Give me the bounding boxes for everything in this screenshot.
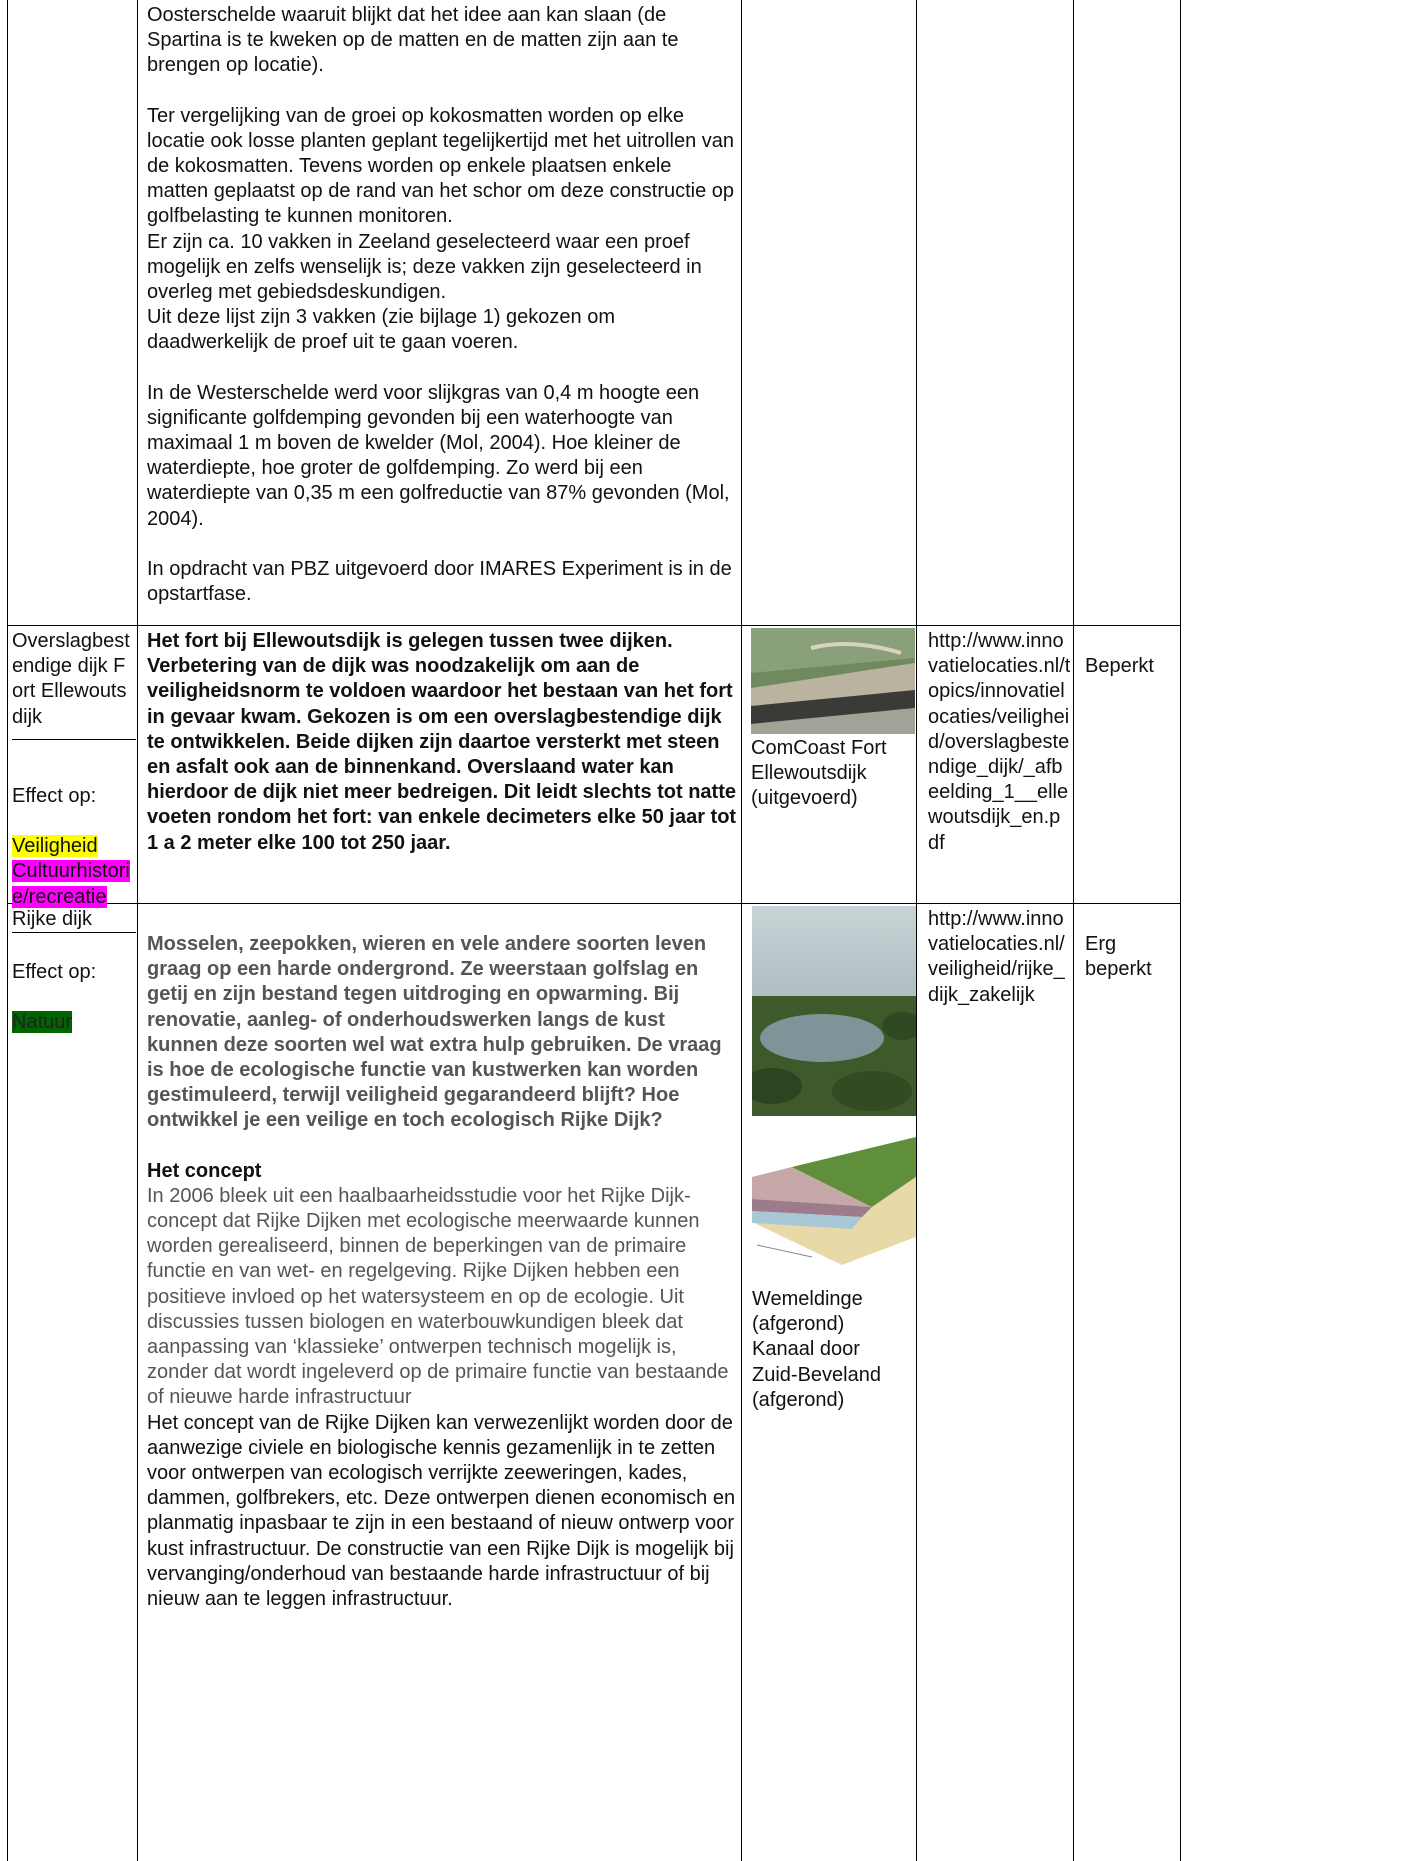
row3-reference-url[interactable]: http://www.innovatielocaties.nl/veiligheid/rijke_dijk_zakelijk (928, 908, 1065, 1006)
row1-paragraph: In de Westerschelde werd voor slijkgras van 0,4 m hoogte een significante golfdemping gevonden bij een waterhoogte van maximaal 1 m boven de kwelder (Mol, 2004). Hoe kleiner de waterdiepte, hoe groter de golfdemping. Zo werd bij een waterdiepte van 0,35 m een golfreductie van 87% gevonden (Mol, 2004). (147, 381, 730, 530)
effect-tag-cultuurhistorie: Cultuurhistorie/recreatie (12, 860, 130, 908)
effect-label: Effect op: (12, 785, 97, 807)
row2-reference-url[interactable]: http://www.innovatielocaties.nl/topics/innovatielocaties/veiligheid/overslagbestendige_dijk/_afbeelding_1__ellewoutsdijk_en.pdf (928, 630, 1071, 854)
rijke-dijk-mussel-photo (752, 906, 916, 1116)
row3-effects-cell (12, 960, 135, 1035)
row2-description: Het fort bij Ellewoutsdijk is gelegen tussen twee dijken. Verbetering van de dijk was noodzakelijk om aan de veiligheidsnorm te voldoen waardoor het bestaan van het fort in gevaar kwam. Gekozen is om een overslagbestendige dijk te ontwikkelen. Beide dijken zijn daartoe versterkt met steen en asfalt ook aan de binnenkand. Overslaand water kan hierdoor de dijk niet meer bedreigen. Dit leidt slechts tot natte voeten rondom het fort: van enkele decimeters elke 50 jaar tot 1 a 2 meter elke 100 tot 250 jaar. (147, 630, 737, 854)
row1-description (147, 3, 737, 632)
name-underline-row2 (12, 739, 136, 740)
row1-paragraph: Oosterschelde waaruit blijkt dat het idee aan kan slaan (de Spartina is te kweken op de matten en de matten zijn aan te brengen op locatie). (147, 4, 679, 77)
row2-name-cell (12, 629, 135, 730)
row3-name: Rijke dijk (12, 908, 93, 930)
table-divider-4 (1073, 0, 1074, 1861)
concept-paragraph: Het concept van de Rijke Dijken kan verwezenlijkt worden door de aanwezige civiele en biologische kennis gezamenlijk in te zetten voor ontwerpen van ecologisch verrijkte zeeweringen, kades, dammen, golfbrekers, etc. Deze ontwerpen dienen economisch en planmatig inpasbaar te zijn in een bestaand of nieuw ontwerp voor kust infrastructuur. De constructie van een Rijke Dijk is mogelijk bij vervanging/onderhoud van bestaande harde infrastructuur of bij nieuw aan te leggen infrastructuur. (147, 1411, 736, 1611)
project-name: Overslagbestendige dijk Fort Ellewoutsdijk (12, 630, 130, 728)
row1-paragraph: In opdracht van PBZ uitgevoerd door IMARES Experiment is in de opstartfase. (147, 557, 732, 606)
row-divider-2 (7, 903, 1181, 904)
concept-heading: Het concept (147, 1159, 262, 1182)
row1-paragraph: Er zijn ca. 10 vakken in Zeeland geselecteerd waar een proef mogelijk en zelfs wenselijk is; deze vakken zijn geselecteerd in overleg met gebiedsdeskundigen. (147, 230, 702, 304)
row2-status: Beperkt (1085, 655, 1154, 677)
rijke-dijk-cross-section-diagram (752, 1137, 916, 1265)
row1-paragraph: Uit deze lijst zijn 3 vakken (zie bijlage 1) gekozen om daadwerkelijk de proef uit te gaan voeren. (147, 306, 615, 354)
row1-paragraph: Ter vergelijking van de groei op kokosmatten worden op elke locatie ook losse planten geplant tegelijkertijd met het uitrollen van de kokosmatten. Tevens worden op enkele plaatsen enkele matten geplaatst op de rand van het schor om deze constructie op golfbelasting te kunnen monitoren. (147, 104, 735, 228)
effect-tag-veiligheid: Veiligheid (12, 835, 98, 858)
concept-paragraph: In 2006 bleek uit een haalbaarheidsstudie voor het Rijke Dijk-concept dat Rijke Dijken met ecologische meerwaarde kunnen worden gerealiseerd, binnen de beperkingen van de primaire functie en van wet- en regelgeving. Rijke Dijken hebben een positieve invloed op het watersysteem en op de ecologie. Uit discussies tussen biologen en waterbouwkundigen bleek dat aanpassing van ‘klassieke’ ontwerpen technisch mogelijk is, zonder dat wordt ingeleverd op de primaire functie van bestaande of nieuwe harde infrastructuur (147, 1184, 729, 1409)
table-divider-2 (741, 0, 742, 1861)
table-divider-3 (916, 0, 917, 1861)
row3-status: Erg beperkt (1085, 933, 1152, 981)
effect-tag-natuur: Natuur (12, 1011, 73, 1034)
row3-location: Wemeldinge (afgerond) Kanaal door Zuid-Beveland (afgerond) (752, 1288, 881, 1411)
table-border-left (7, 0, 8, 1861)
row3-description (147, 932, 737, 1612)
row2-effects-cell (12, 784, 135, 910)
row3-intro: Mosselen, zeepokken, wieren en vele andere soorten leven graag op een harde ondergrond. Ze weerstaan golfslag en getij en zijn bestand tegen uitdroging en opwarming. Bij renovatie, aanleg- of onderhoudswerken langs de kust kunnen deze soorten wel wat extra hulp gebruiken. De vraag is hoe de ecologische functie van kustwerken kan worden gestimuleerd, terwijl veiligheid gegarandeerd blijft? Hoe ontwikkel je een veilige en toch ecologisch Rijke Dijk? (147, 933, 722, 1132)
table-border-right (1180, 0, 1181, 1861)
fort-ellewoutsdijk-photo (751, 628, 915, 734)
effect-label: Effect op: (12, 961, 97, 983)
row2-location: ComCoast Fort Ellewoutsdijk (uitgevoerd) (751, 737, 887, 810)
table-divider-1 (137, 0, 138, 1861)
